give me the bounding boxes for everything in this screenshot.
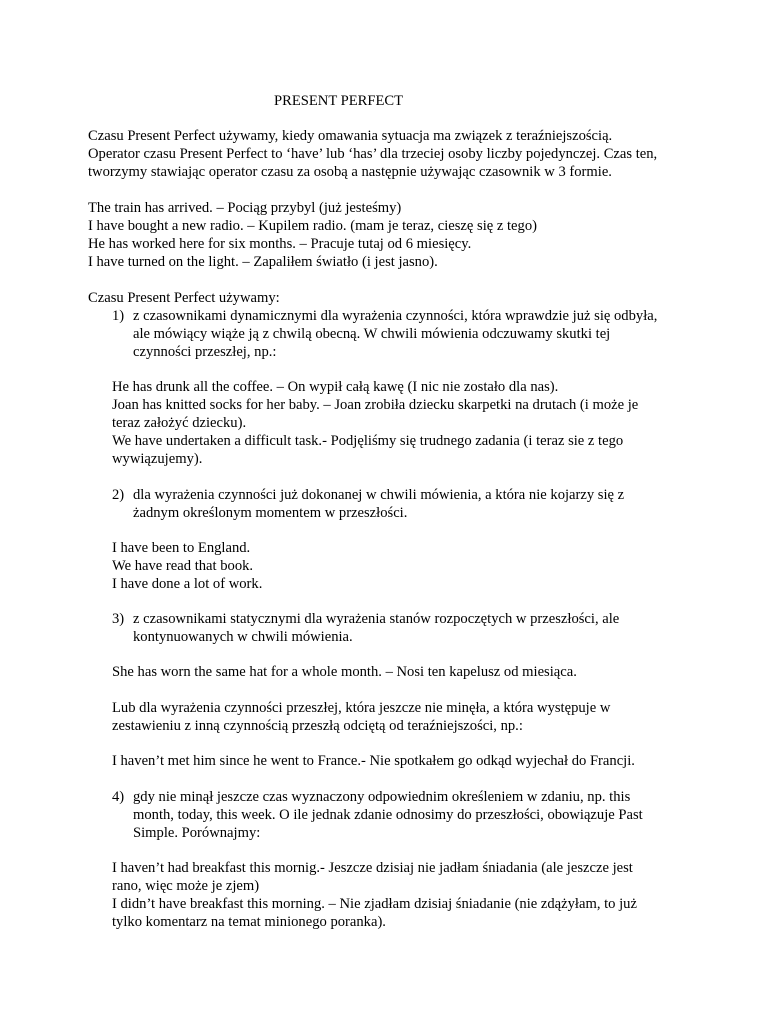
example-line: I have done a lot of work. (112, 576, 263, 592)
example-line: He has drunk all the coffee. – On wypił całą kawę (I nic nie zostało dla nas). (112, 379, 559, 395)
text-line: Lub dla wyrażenia czynności przeszłej, która jeszcze nie minęła, a która występuje w (112, 700, 611, 716)
example-line: The train has arrived. – Pociąg przybyl (już jesteśmy) (88, 200, 402, 216)
list-item-1 (133, 307, 657, 361)
example-line: I have turned on the light. – Zapaliłem światło (i jest jasno). (88, 254, 438, 270)
text-line: month, today, this week. O ile jednak zdanie odnosimy do przeszłości, obowiązuje Past (133, 807, 643, 823)
list-item-2 (133, 486, 624, 522)
example-line: I haven’t met him since he went to France.- Nie spotkałem go odkąd wyjechał do Francji. (112, 753, 635, 769)
text-line: zestawieniu z inną czynnością przeszłą odciętą od teraźniejszości, np.: (112, 718, 523, 734)
example-line: She has worn the same hat for a whole month. – Nosi ten kapelusz od miesiąca. (112, 664, 577, 680)
example-line: We have undertaken a difficult task.- Podjęliśmy się trudnego zadania (i teraz sie z tego (112, 433, 624, 449)
example-line: He has worked here for six months. – Pracuje tutaj od 6 miesięcy. (88, 236, 472, 252)
list-item-3-example-2 (112, 752, 635, 770)
list-number-1: 1) (112, 308, 125, 324)
list-number-4: 4) (112, 789, 125, 805)
text-line: Czasu Present Perfect używamy, kiedy omawania sytuacja ma związek z teraźniejszością. (88, 128, 613, 144)
text-line: gdy nie minął jeszcze czas wyznaczony odpowiednim określeniem w zdaniu, np. this (133, 789, 631, 805)
intro-paragraph (88, 127, 657, 181)
list-item-3 (133, 610, 619, 646)
list-item-1-examples (112, 378, 638, 468)
example-line: I have bought a new radio. – Kupilem radio. (mam je teraz, cieszę się z tego) (88, 218, 537, 234)
text-line: Operator czasu Present Perfect to ‘have’ lub ‘has’ dla trzeciej osoby liczby pojedynczej. Czas ten, (88, 146, 658, 162)
text-line: z czasownikami statycznymi dla wyrażenia stanów rozpoczętych w przeszłości, ale (133, 611, 620, 627)
list-number-3: 3) (112, 611, 125, 627)
list-item-3-note (112, 699, 610, 735)
example-line: I have been to England. (112, 540, 251, 556)
text-line: z czasownikami dynamicznymi dla wyrażenia czynności, która wprawdzie już się odbyła, (133, 308, 658, 324)
text-line: ale mówiący wiąże ją z chwilą obecną. W chwili mówienia odczuwamy skutki tej (133, 326, 611, 342)
heading-line: Czasu Present Perfect używamy: (88, 290, 280, 306)
list-number-2: 2) (112, 487, 125, 503)
usage-heading (88, 289, 280, 307)
example-line: teraz założyć dziecku). (112, 415, 247, 431)
example-line: We have read that book. (112, 558, 254, 574)
intro-examples (88, 199, 537, 271)
list-item-2-examples (112, 539, 262, 593)
list-item-4 (133, 788, 643, 842)
example-line: tylko komentarz na temat minionego poranka). (112, 914, 386, 930)
text-line: tworzymy stawiając operator czasu za osobą a następnie używając czasownik w 3 formie. (88, 164, 612, 180)
text-line: Simple. Porównajmy: (133, 825, 261, 841)
text-line: żadnym określonym momentem w przeszłości. (133, 505, 408, 521)
example-line: wywiązujemy). (112, 451, 203, 467)
list-item-4-examples (112, 859, 637, 931)
text-line: dla wyrażenia czynności już dokonanej w chwili mówienia, a która nie kojarzy się z (133, 487, 625, 503)
text-line: kontynuowanych w chwili mówienia. (133, 629, 353, 645)
text-line: czynności przeszłej, np.: (133, 344, 277, 360)
example-line: I didn’t have breakfast this morning. – Nie zjadłam dzisiaj śniadanie (nie zdążyłam, to już (112, 896, 637, 912)
example-line: Joan has knitted socks for her baby. – Joan zrobiła dziecku skarpetki na drutach (i może je (112, 397, 639, 413)
page-title: PRESENT PERFECT (274, 93, 404, 109)
example-line: rano, więc może je zjem) (112, 878, 260, 894)
example-line: I haven’t had breakfast this mornig.- Jeszcze dzisiaj nie jadłam śniadania (ale jeszcze jest (112, 860, 633, 876)
list-item-3-example (112, 663, 577, 681)
